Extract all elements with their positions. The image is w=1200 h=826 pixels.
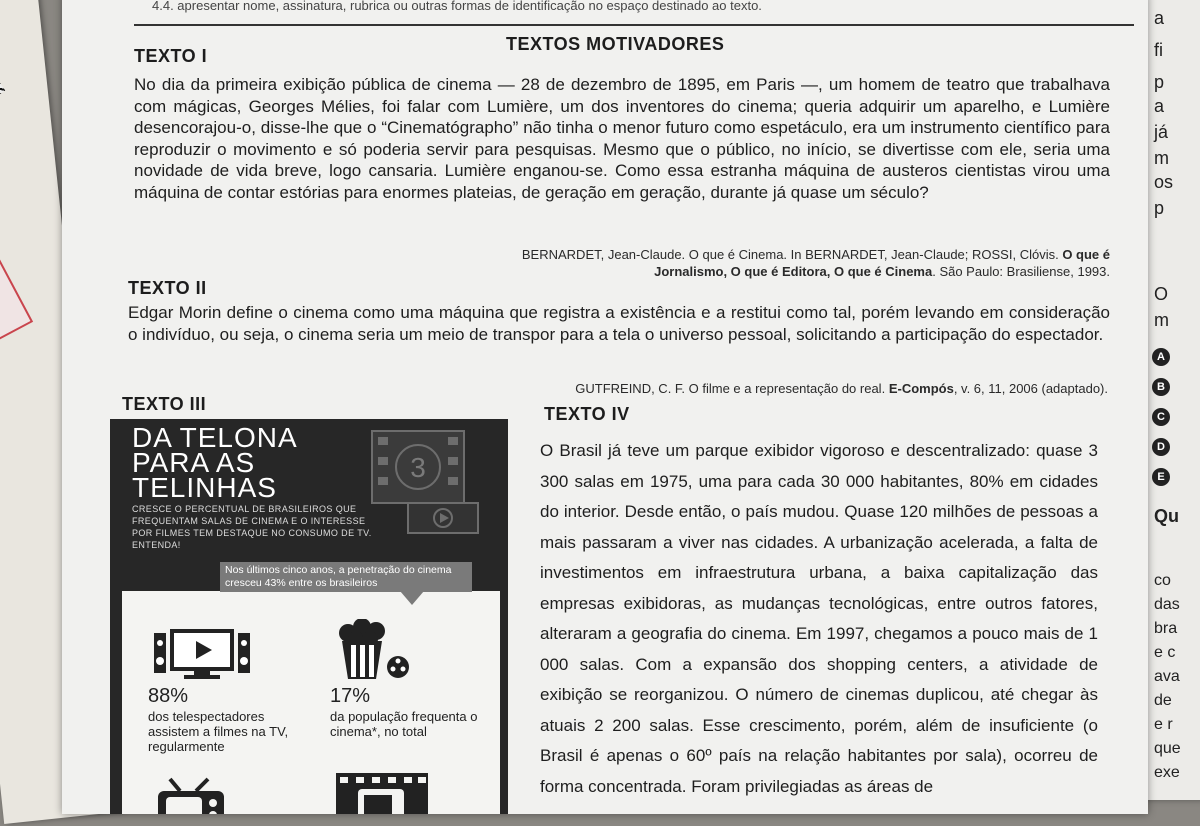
right-fragment: de	[1154, 692, 1172, 709]
right-fragment: bra	[1154, 620, 1178, 637]
right-fragment: e c	[1154, 644, 1176, 661]
instruction-line: 4.4. apresentar nome, assinatura, rubrica ou outras formas de identificação no espaço destinado ao texto.	[152, 0, 762, 13]
right-fragment: das	[1154, 596, 1180, 613]
infographic-subtitle: CRESCE O PERCENTUAL DE BRASILEIROS QUE FREQUENTAM SALAS DE CINEMA E O INTERESSE POR FILMES TEM DESTAQUE NO CONSUMO DE TV. ENTENDA!	[132, 504, 372, 550]
header-divider	[134, 24, 1134, 26]
right-fragment: p	[1154, 72, 1165, 92]
stat-tv-label: dos telespectadores assistem a filmes na TV, regularmente	[148, 709, 289, 754]
right-fragment: m	[1154, 148, 1169, 168]
option-icon: A	[1152, 348, 1170, 366]
texto-ii-body: Edgar Morin define o cinema como uma máquina que registra a existência e a restitui como tal, porém levando em consideração o indivíduo, ou seja, o cinema seria um meio de transpor para a tela o universo pessoal, solicitando a participação do espectador.	[128, 303, 1110, 344]
right-fragment: p	[1154, 198, 1165, 218]
texto-i-reference: BERNARDET, Jean-Claude. O que é Cinema. In BERNARDET, Jean-Claude; ROSSI, Clóvis. O que é Jornalismo, O que é Editora, O que é Cinema. São Paulo: Brasiliense, 1993.	[521, 247, 1110, 279]
texto-iv-body: O Brasil já teve um parque exibidor vigoroso e descentralizado: quase 3 300 salas em 1975, uma para cada 30 000 habitantes, 80% em cidades do interior. Desde então, o país mudou. Quase 120 milhões de pessoas a mais passaram a viver nas cidades. A urbanização acelerada, a falta de investimentos em infraestrutura urbana, a baixa capitalização das empresas exibidoras, as mudanças tecnológicas, entre outros fatores, alteraram a geografia do cinema. Em 1997, chegamos a pouco mais de 1 000 salas. Com a expansão dos shopping centers, a atividade de exibição se reorganizou. O número de cinemas duplicou, até chegar às atuais 2 200 salas. Esse crescimento, porém, além de insuficiente (o Brasil é apenas o 60º país na relação habitantes por sala), ocorreu de forma concentrada. Foram privilegiadas as áreas de	[540, 441, 1098, 796]
right-fragment: ava	[1154, 668, 1180, 685]
stat-tv-percent: 88%	[148, 685, 189, 707]
filmstrip-tv-icon	[336, 767, 428, 814]
section-title: TEXTOS MOTIVADORES	[506, 34, 725, 54]
right-fragment: co	[1154, 572, 1171, 589]
texto-i-body: No dia da primeira exibição pública de cinema — 28 de dezembro de 1895, em Paris —, um homem de teatro que trabalhava com mágicas, Georges Mélies, foi falar com Lumière, um dos inventores do cinema; queria adquirir um aparelho, e Lumière desencorajou-o, disse-lhe que o “Cinematógrapho” não tinha o menor futuro como espetáculo, era um instrumento científico para reproduzir o movimento e só poderia servir para pesquisas. Mesmo que o público, no início, se divertisse com ele, seria uma novidade de vida breve, logo cansaria. Lumière enganou-se. Como essa estranha máquina de austeros cientistas virou uma máquina de contar estórias para enormes plateias, de geração em geração, durante já quase um século?	[134, 75, 1110, 202]
retro-tv-icon	[156, 777, 226, 814]
right-fragment: e r	[1154, 716, 1173, 733]
stat-cinema-percent: 17%	[330, 685, 371, 707]
answer-bubble-grid	[0, 230, 33, 351]
option-icon: B	[1152, 378, 1170, 396]
infographic-callout: Nos últimos cinco anos, a penetração do cinema cresceu 43% entre os brasileiros	[220, 562, 472, 592]
right-fragment: m	[1154, 310, 1169, 330]
option-icon: D	[1152, 438, 1170, 456]
texto-ii-heading: TEXTO II	[128, 278, 207, 298]
right-fragment: já	[1154, 122, 1169, 142]
cinema-infographic	[110, 419, 508, 814]
texto-ii-reference: GUTFREIND, C. F. O filme e a representação do real. E-Compós, v. 6, 11, 2006 (adaptado).	[575, 381, 1108, 396]
texto-iv-heading: TEXTO IV	[544, 404, 630, 424]
right-fragment: Qu	[1154, 506, 1179, 526]
right-fragment: os	[1154, 172, 1174, 192]
svg-text:3: 3	[410, 452, 426, 483]
callout-pointer	[400, 591, 424, 605]
right-fragment: a	[1154, 96, 1165, 116]
popcorn-icon	[336, 619, 412, 683]
stat-cinema-label: da população frequenta o cinema*, no total	[330, 709, 478, 739]
infographic-stats-panel	[122, 591, 500, 814]
option-icon: C	[1152, 408, 1170, 426]
infographic-title: DA TELONA PARA AS TELINHAS	[132, 422, 298, 503]
exam-page	[62, 0, 1148, 814]
right-page-fragment	[1148, 0, 1200, 800]
barcode-graphic	[0, 16, 5, 124]
right-fragment: a	[1154, 8, 1165, 28]
texto-iii-heading: TEXTO III	[122, 394, 207, 414]
film-countdown-icon	[368, 427, 488, 537]
right-fragment: fi	[1154, 40, 1163, 60]
right-fragment: que	[1154, 740, 1181, 757]
right-fragment: O	[1154, 284, 1169, 304]
texto-i-heading: TEXTO I	[134, 46, 208, 66]
tv-play-icon	[154, 627, 250, 683]
right-fragment: exe	[1154, 764, 1180, 781]
option-icon: E	[1152, 468, 1170, 486]
